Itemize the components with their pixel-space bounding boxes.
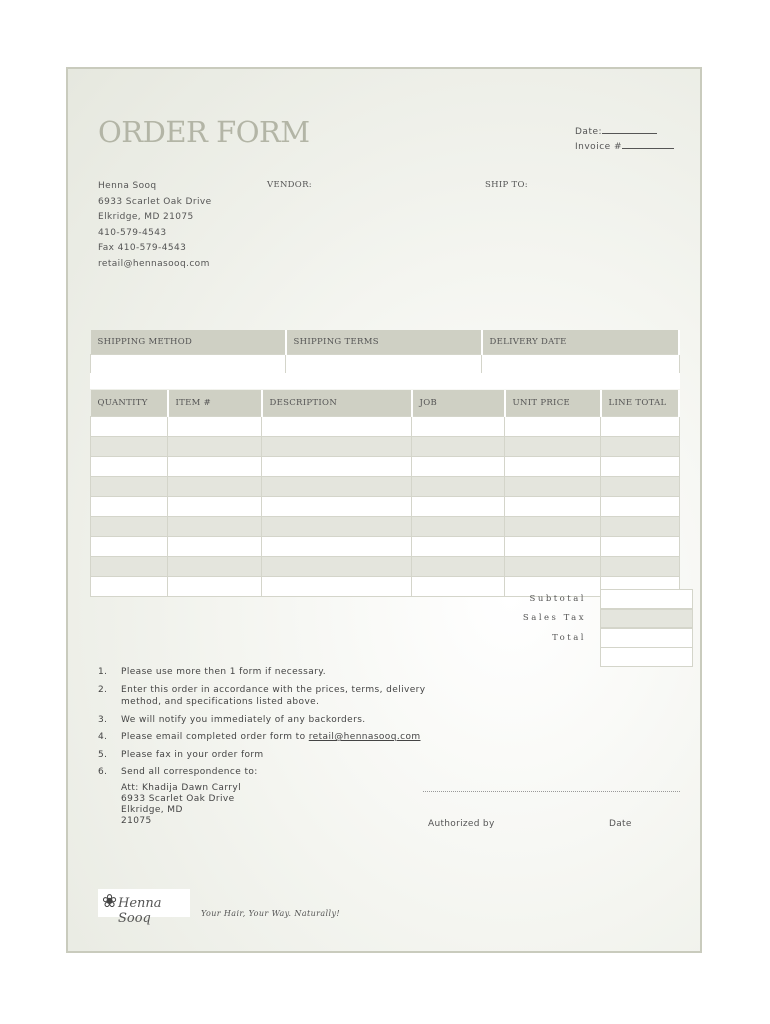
- list-item: 1. Please use more then 1 form if necessary.: [98, 667, 326, 677]
- header-job: JOB: [412, 390, 505, 417]
- date-field[interactable]: [575, 124, 674, 139]
- sales-tax-input[interactable]: [600, 609, 693, 629]
- date-label: Date:: [575, 127, 603, 137]
- date-invoice-block: [575, 124, 674, 154]
- company-phone: 410-579-4543: [98, 227, 167, 238]
- table-row: [91, 537, 680, 557]
- header-quantity: QUANTITY: [91, 390, 168, 417]
- table-row: [91, 557, 680, 577]
- authorized-by-label: Authorized by: [428, 819, 495, 829]
- total-label: Total: [552, 632, 586, 643]
- attention-address: Att: Khadija Dawn Carryl 6933 Scarlet Oak Drive Elkridge, MD 21075: [121, 782, 241, 826]
- header-description: DESCRIPTION: [262, 390, 412, 417]
- company-email: retail@hennasooq.com: [98, 258, 210, 269]
- header-shipping-method: SHIPPING METHOD: [91, 330, 286, 355]
- vendor-label: VENDOR:: [267, 180, 312, 190]
- invoice-field[interactable]: [575, 139, 674, 154]
- header-delivery-date: DELIVERY DATE: [482, 330, 680, 355]
- header-line-total: LINE TOTAL: [601, 390, 680, 417]
- table-row: [91, 437, 680, 457]
- table-row: [91, 477, 680, 497]
- table-row: [91, 497, 680, 517]
- tagline: Your Hair, Your Way. Naturally!: [201, 909, 341, 918]
- henna-sooq-logo: [98, 889, 190, 926]
- invoice-label: Invoice #: [575, 142, 623, 152]
- company-street: 6933 Scarlet Oak Drive: [98, 196, 212, 207]
- signature-line[interactable]: [423, 791, 680, 792]
- list-item: 5. Please fax in your order form: [98, 749, 264, 760]
- total-input[interactable]: [600, 628, 693, 648]
- sales-tax-label: Sales Tax: [522, 613, 586, 624]
- ship-to-label: SHIP TO:: [485, 180, 528, 190]
- items-table: [90, 390, 680, 597]
- leaf-icon: ❀: [102, 891, 118, 912]
- header-item-number: ITEM #: [168, 390, 262, 417]
- company-name: Henna Sooq: [98, 181, 157, 191]
- table-row: [91, 517, 680, 537]
- list-item: 6. Send all correspondence to:: [98, 767, 258, 777]
- notes-list: [98, 666, 438, 827]
- company-fax: Fax 410-579-4543: [98, 243, 187, 253]
- subtotal-label: Subtotal: [529, 593, 586, 604]
- table-row: [91, 457, 680, 477]
- logo-text: Henna Sooq: [118, 896, 162, 926]
- header-shipping-terms: SHIPPING TERMS: [286, 330, 482, 355]
- table-row: [91, 417, 680, 437]
- subtotal-input[interactable]: [600, 589, 693, 609]
- list-item: 3. We will notify you immediately of any backorders.: [98, 714, 366, 725]
- page-title: ORDER FORM: [98, 115, 310, 149]
- company-city: Elkridge, MD 21075: [98, 212, 194, 222]
- company-address: [98, 179, 212, 272]
- order-form-page: [66, 67, 702, 953]
- email-link[interactable]: retail@hennasooq.com: [308, 732, 421, 742]
- shipping-table: [90, 330, 680, 376]
- totals-block: [501, 589, 693, 667]
- list-item: 2. Enter this order in accordance with the prices, terms, delivery method, and specifications listed above.: [98, 684, 426, 707]
- header-unit-price: UNIT PRICE: [505, 390, 601, 417]
- list-item: 4. Please email completed order form to retail@hennasooq.com: [98, 732, 421, 742]
- signature-date-label: Date: [609, 819, 632, 829]
